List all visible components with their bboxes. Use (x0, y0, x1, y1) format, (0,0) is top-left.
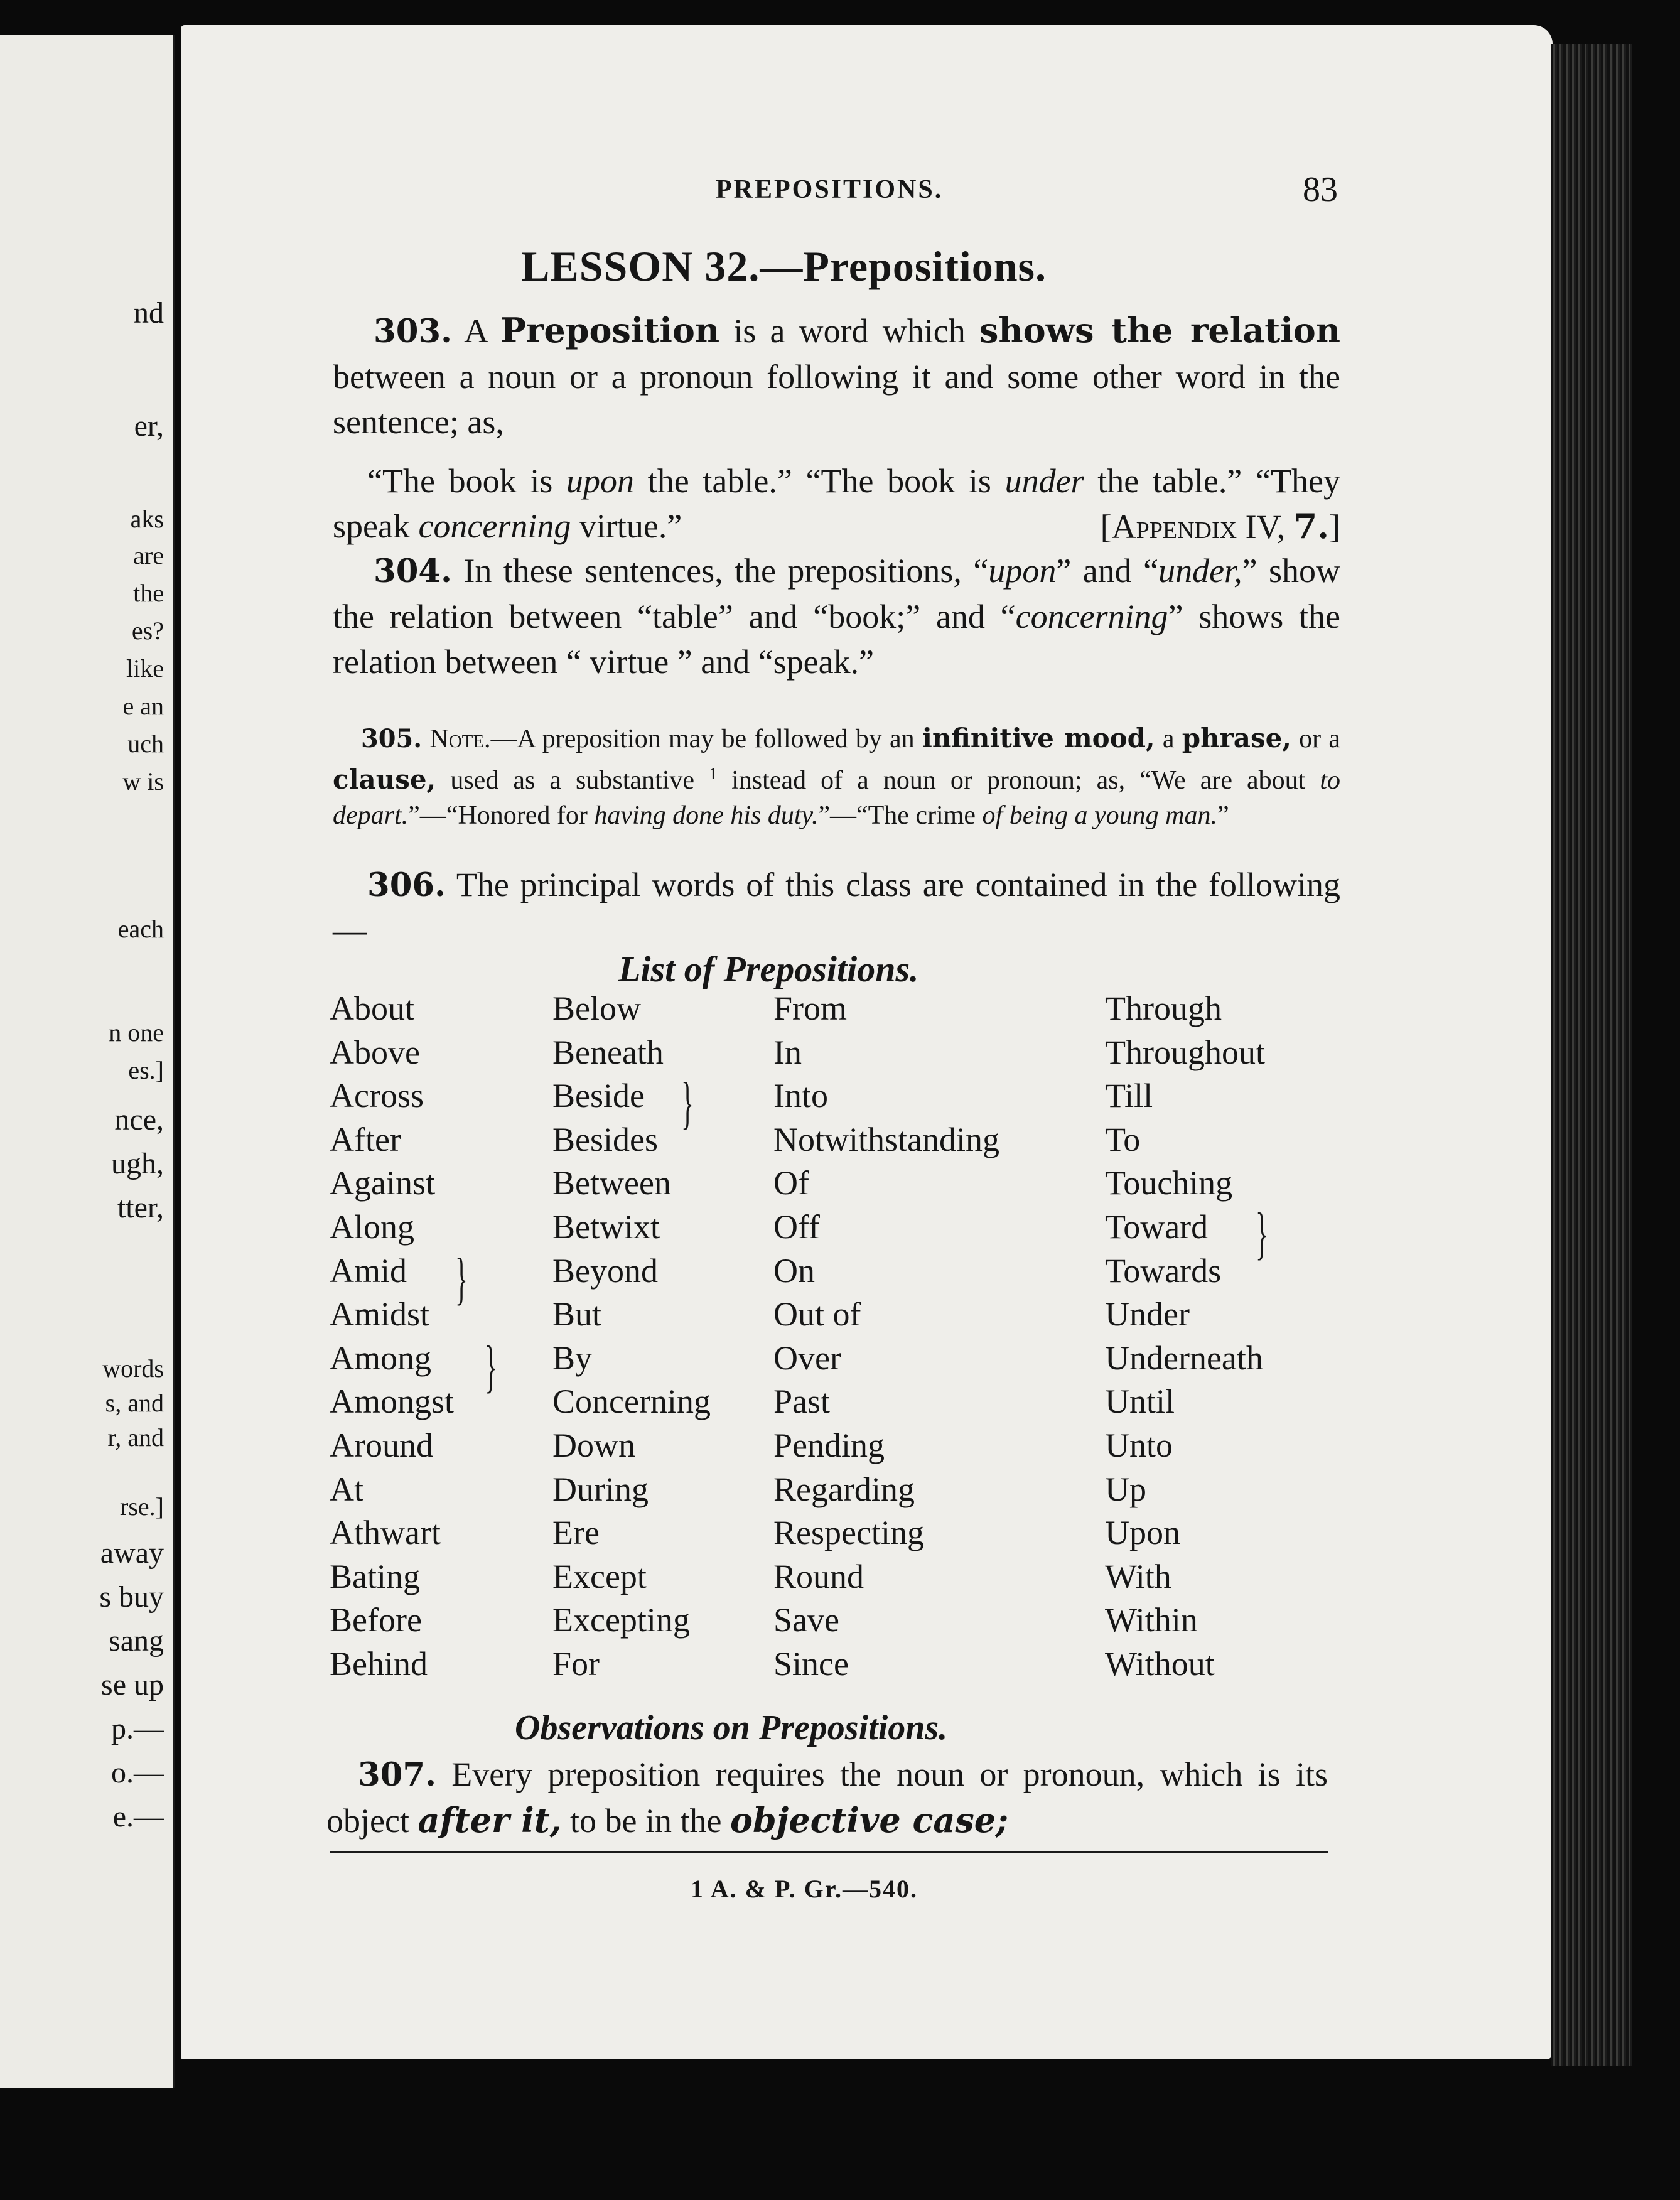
preposition: Among (330, 1339, 431, 1377)
footnote-marker: 1 (709, 765, 718, 783)
paragraph-303 (333, 308, 1340, 445)
text: —A preposition may be followed by an (490, 725, 915, 753)
emphasis: shows the relation (979, 310, 1341, 350)
list-title: List of Prepositions. (618, 949, 919, 989)
text: the table.” (1097, 462, 1242, 500)
text: ”—“Honored for (408, 801, 588, 830)
preposition: Since (773, 1644, 849, 1683)
preposition: Concerning (552, 1383, 711, 1421)
emphasis: phrase, (1182, 723, 1291, 753)
emphasis: infinitive mood, (922, 723, 1155, 753)
note-305 (333, 721, 1340, 833)
preposition: Notwithstanding (773, 1120, 999, 1158)
running-head: PREPOSITIONS. (716, 175, 944, 204)
text: “The book is (805, 462, 991, 500)
text: The principal words of this class are contained in the following— (333, 866, 1340, 949)
emphasis: after it, (417, 1800, 562, 1840)
preposition: Up (1105, 1470, 1146, 1508)
left-text-fragment: rse.] (120, 1492, 164, 1521)
left-text-fragment: es? (131, 617, 164, 645)
examples (333, 458, 1340, 549)
ref-number: 7. (1293, 506, 1330, 546)
prepositions-column-4 (1105, 987, 1265, 1686)
left-text-fragment: e.— (112, 1800, 164, 1833)
left-text-fragment: s buy (99, 1580, 164, 1614)
text: instead of a noun or pronoun; as, “We are about (731, 766, 1306, 795)
preposition: Into (773, 1077, 828, 1115)
left-text-fragment: nce, (114, 1103, 164, 1136)
preposition: On (773, 1251, 815, 1290)
preposition: Out of (773, 1295, 861, 1334)
preposition: Beneath (552, 1033, 664, 1071)
note-label: Note. (429, 725, 491, 753)
paragraph-307 (326, 1752, 1328, 1843)
section-number: 307. (358, 1756, 436, 1794)
preposition: Without (1105, 1644, 1215, 1683)
text: is a word which (733, 312, 966, 350)
prepositions-column-3 (773, 987, 999, 1686)
text: or a (1299, 725, 1340, 753)
example-word: concerning (1015, 598, 1168, 635)
section-number: 306. (367, 866, 446, 904)
text: to be in the (569, 1802, 722, 1840)
page-number: 83 (1303, 170, 1338, 209)
preposition: After (330, 1120, 401, 1158)
preposition: Off (773, 1207, 820, 1246)
observations-title: Observations on Prepositions. (515, 1708, 948, 1747)
preposition: Past (773, 1383, 831, 1421)
preposition: Behind (330, 1644, 428, 1683)
left-text-fragment: o.— (111, 1756, 164, 1789)
text: In these sentences, the prepositions, “ (463, 552, 989, 590)
preposition: Amongst (330, 1383, 455, 1421)
left-text-fragment: the (133, 579, 164, 607)
preposition: Across (330, 1077, 424, 1115)
preposition: At (330, 1470, 363, 1508)
example-phrase: to depart. (333, 766, 1341, 830)
text: ” (1217, 801, 1229, 830)
left-text-fragment: er, (134, 409, 164, 443)
preposition: Before (330, 1601, 422, 1639)
brace-toward-towards: } (1256, 1201, 1268, 1265)
preposition: Till (1105, 1077, 1153, 1115)
text: ” shows the relation between “ virtue ” and “speak.” (333, 598, 1340, 681)
left-text-fragment: r, and (107, 1423, 164, 1452)
preposition: Regarding (773, 1470, 915, 1508)
example-word: under, (1158, 552, 1242, 590)
left-text-fragment: away (100, 1536, 164, 1570)
text: A (464, 312, 487, 350)
preposition: Down (552, 1426, 635, 1464)
preposition: Toward (1105, 1207, 1209, 1246)
left-text-fragment: uch (127, 730, 164, 758)
brace-amid-amidst: } (455, 1246, 468, 1310)
preposition: During (552, 1470, 649, 1508)
text: ”—“The crime (818, 801, 976, 830)
footer-rule (330, 1851, 1328, 1853)
preposition: Along (330, 1207, 414, 1246)
preposition: Bating (330, 1557, 420, 1595)
preposition: Between (552, 1164, 671, 1202)
left-text-fragment: w is (122, 767, 164, 795)
left-text-fragment: n one (109, 1018, 164, 1047)
left-text-fragment: aks (130, 505, 164, 533)
preposition: Below (552, 989, 641, 1027)
preposition: Save (773, 1601, 839, 1639)
preposition: Pending (773, 1426, 885, 1464)
left-text-fragment: ugh, (111, 1147, 164, 1180)
example-phrase: having done his duty. (594, 801, 819, 830)
appendix-ref: Appendix (1111, 508, 1237, 546)
left-text-fragment: words (102, 1354, 164, 1383)
text: ” show the relation between “table” and “book;” and “ (333, 552, 1341, 635)
preposition: Until (1105, 1383, 1175, 1421)
preposition: Amid (330, 1251, 407, 1290)
lesson-title: LESSON 32.—Prepositions. (521, 242, 1047, 290)
text: Every preposition requires the noun or pronoun, which is its object (326, 1755, 1328, 1840)
page-edges (1551, 44, 1632, 2066)
preposition: Excepting (552, 1601, 690, 1639)
preposition: About (330, 989, 414, 1027)
preposition: Through (1105, 989, 1222, 1027)
left-text-fragment: are (133, 541, 164, 569)
preposition: Unto (1105, 1426, 1173, 1464)
left-text-fragment: sang (109, 1624, 164, 1658)
paragraph-304 (333, 548, 1340, 684)
preposition: Underneath (1105, 1339, 1263, 1377)
text: ” and “ (1056, 552, 1159, 590)
section-number: 303. (374, 313, 452, 350)
left-text-fragment: e an (122, 692, 164, 720)
preposition: Beside (552, 1077, 645, 1115)
left-text-fragment: each (117, 915, 164, 943)
text: “The book is (367, 462, 553, 500)
left-text-fragment: tter, (117, 1191, 164, 1224)
text: “They speak (333, 462, 1340, 545)
brace-among-amongst: } (485, 1334, 497, 1398)
text: a (1162, 725, 1175, 753)
left-text-fragment: es.] (128, 1056, 164, 1084)
preposition: Respecting (773, 1514, 924, 1552)
preposition: By (552, 1339, 593, 1377)
text: used as a substantive (450, 766, 695, 795)
preposition: Against (330, 1164, 435, 1202)
term-preposition: Preposition (500, 310, 720, 350)
preposition: Beyond (552, 1251, 658, 1290)
preposition: Amidst (330, 1295, 430, 1334)
text: virtue.” (579, 507, 682, 545)
paragraph-306 (333, 862, 1340, 953)
preposition: Except (552, 1557, 647, 1595)
left-page-fragment (0, 35, 175, 2088)
preposition: With (1105, 1557, 1171, 1595)
preposition: Within (1105, 1601, 1198, 1639)
text: ] (1329, 508, 1340, 546)
emphasis: clause, (333, 764, 436, 795)
preposition: Over (773, 1339, 841, 1377)
preposition: Touching (1105, 1164, 1233, 1202)
preposition: Besides (552, 1120, 658, 1158)
preposition: Of (773, 1164, 809, 1202)
preposition: For (552, 1644, 600, 1683)
example-word: concerning (418, 507, 571, 545)
signature-mark: 1 A. & P. Gr.—540. (691, 1875, 918, 1903)
prepositions-column-1 (330, 987, 454, 1686)
text: between a noun or a pronoun following it and some other word in the sentence; as, (333, 358, 1340, 441)
preposition: Around (330, 1426, 433, 1464)
preposition: But (552, 1295, 602, 1334)
preposition: Betwixt (552, 1207, 660, 1246)
left-text-fragment: s, and (105, 1389, 164, 1417)
preposition: To (1105, 1120, 1141, 1158)
preposition: In (773, 1033, 802, 1071)
preposition: From (773, 989, 848, 1027)
left-text-fragment: p.— (111, 1712, 164, 1745)
preposition: Above (330, 1033, 420, 1071)
preposition: Athwart (330, 1514, 441, 1552)
preposition: Towards (1105, 1251, 1222, 1290)
text: IV, (1245, 508, 1286, 546)
text: [ (1100, 508, 1112, 546)
left-text-fragment: se up (101, 1668, 164, 1701)
section-number: 304. (374, 553, 452, 590)
example-word: upon (988, 552, 1057, 590)
example-phrase: of being a young man. (982, 801, 1217, 830)
emphasis: objective case; (730, 1800, 1009, 1840)
preposition: Upon (1105, 1514, 1180, 1552)
preposition: Under (1105, 1295, 1190, 1334)
preposition: Ere (552, 1514, 600, 1552)
preposition: Round (773, 1557, 864, 1595)
preposition: Throughout (1105, 1033, 1265, 1071)
example-word: under (1004, 462, 1084, 500)
brace-beside-besides: } (681, 1070, 694, 1135)
example-word: upon (566, 462, 635, 500)
left-text-fragment: like (126, 654, 164, 682)
section-number: 305. (361, 725, 423, 753)
left-text-fragment: nd (134, 296, 164, 330)
text: the table.” (647, 462, 792, 500)
